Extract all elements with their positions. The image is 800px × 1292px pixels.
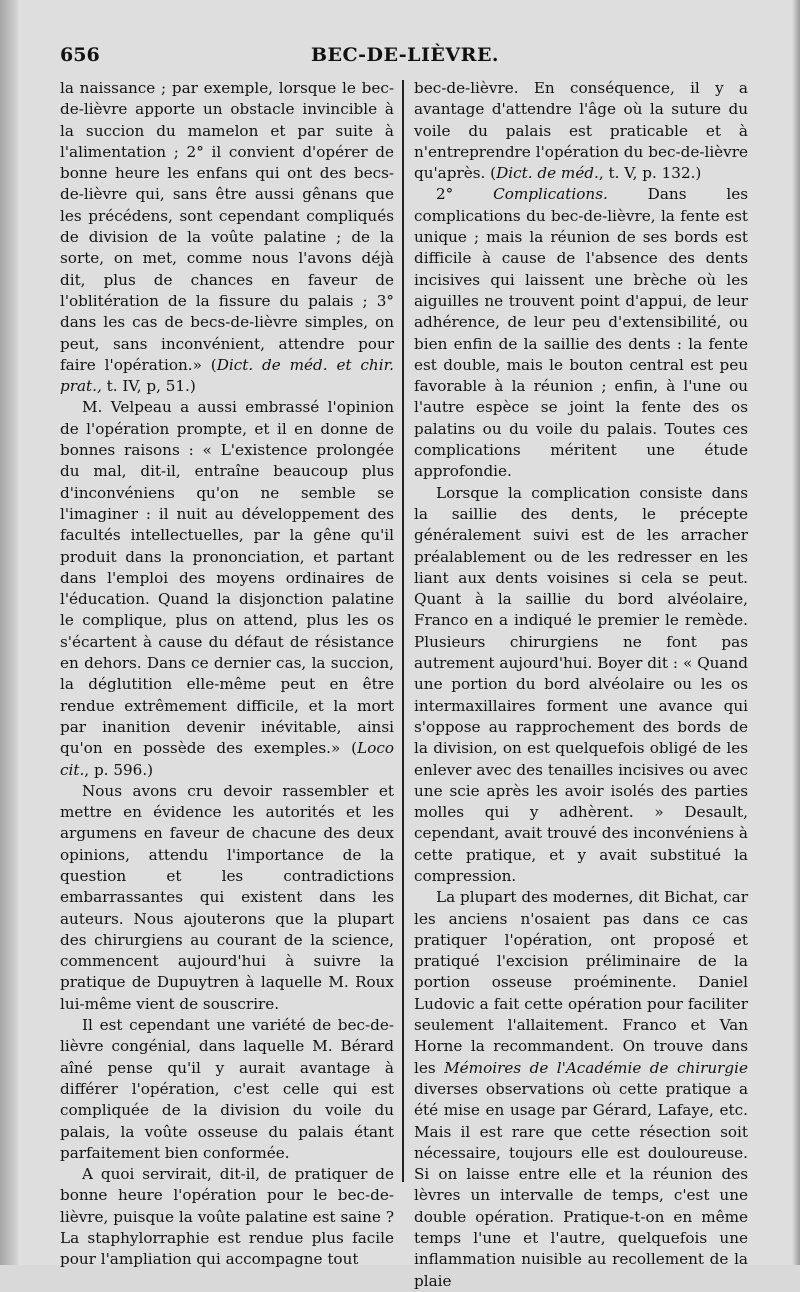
paragraph: Nous avons cru devoir rassembler et mettre en évidence les autorités et les argumens en faveur de chacune des deux opinions, attendu l'importance de la question et les contradictions embarrassantes qui existent dans les auteurs. Nous ajouterons que la plupart des chirurgiens au courant de la science, commencent aujourd'hui à suivre la pratique de Dupuytren à laquelle M. Roux lui-même vient de souscrire. — [60, 781, 394, 1013]
paragraph — [414, 184, 748, 482]
paragraph — [60, 397, 394, 780]
left-column — [60, 78, 394, 1271]
text-run: , p. 596.) — [84, 760, 154, 779]
text-run: La plupart des modernes, dit Bichat, car les anciens n'osaient pas dans ce cas pratiquer l'opération, ont proposé et pratiqué l'excision préliminaire de la portion osseuse proéminente. Daniel Ludovic a fait cette opération pour faciliter seulement l'allaitement. Franco et Van Horne la recommandent. On trouve dans les — [414, 888, 748, 1077]
page-header — [60, 44, 750, 74]
text-run: bec-de-lièvre. En conséquence, il y a avantage d'attendre l'âge où la suture du voile du palais est praticable et à n'entreprendre l'opération du bec-de-lièvre qu'après. ( — [414, 79, 748, 183]
column-divider — [402, 80, 404, 1182]
text-run: la naissance ; par exemple, lorsque le bec-de-lièvre apporte un obstacle invincible à la succion du mamelon et par suite à l'alimentation ; 2° il convient d'opérer de bonne heure les enfans qui ont des becs-de-lièvre qui, sans être aussi gênans que les précédens, sont cependant compliqués de division de la voûte palatine ; de la sorte, on met, comme nous l'avons déjà dit, plus de chances en faveur de l'oblitération de la fissure du palais ; 3° dans les cas de becs-de-lièvre simples, on peut, sans inconvénient, attendre pour faire l'opération.» ( — [60, 79, 394, 374]
text-run: t. IV, p, 51.) — [101, 377, 196, 396]
citation: Dict. de méd. — [496, 164, 599, 183]
text-run: Dans les complications du bec-de-lièvre, la fente est unique ; mais la réunion de ses bords est difficile à cause de l'absence des dents incisives qui laissent une brèche où les aiguilles ne trouvent point d'appui, de leur adhérence, de leur peu d'extensibilité, ou bien enfin de la saillie des dents : la fente est double, mais le bouton central est peu favorable à la réunion ; enfin, à l'une ou l'autre espèce se joint la fente des os palatins ou du voile du palais. Toutes ces complications méritent une étude approfondie. — [414, 185, 748, 481]
running-title: BEC-DE-LIÈVRE. — [310, 44, 500, 66]
citation: Dict. de méd. et chir. prat., — [60, 355, 394, 396]
paragraph — [60, 78, 394, 397]
text-run: diverses observations où cette pratique a été mise en usage par Gérard, Lafaye, etc. Mais il est rare que cette résection soit nécessaire, toujours elle est douloureuse. Si on laisse entre elle et la réunion des lèvres un intervalle de temps, c'est une double opération. Pratique-t-on en même temps l'une et l'autre, quelquefois une inflammation nuisible au recollement de la plaie — [414, 1079, 748, 1290]
text-run: M. Velpeau a aussi embrassé l'opinion de l'opération prompte, et il en donne de bonnes raisons : « L'existence prolongée du mal, dit-il, entraîne beaucoup plus d'inconvéniens qu'on ne semble se l'imaginer : il nuit au développement des facultés intellectuelles, par la gêne qu'il produit dans la prononciation, et partant dans l'emploi des moyens ordinaires de l'éducation. Quand la disjonction palatine le complique, plus on attend, plus les os s'écartent à cause du défaut de résistance en dehors. Dans ce dernier cas, la succion, la déglutition elle-même peut en être rendue extrêmement difficile, et la mort par inanition devenir inévitable, ainsi qu'on en possède des exemples.» ( — [60, 398, 394, 758]
text-columns — [60, 78, 752, 1290]
citation: Loco cit. — [60, 739, 394, 779]
paragraph: Lorsque la complication consiste dans la saillie des dents, le précepte généralement suivi est de les arracher préalablement ou de les redresser en les liant aux dents voisines si cela se peut. Quant à la saillie du bord alvéolaire, Franco en a indiqué le premier le remède. Plusieurs chirurgiens ne font pas autrement aujourd'hui. Boyer dit : « Quand une portion du bord alvéolaire ou les os intermaxillaires forment une avance qui s'oppose au rapprochement des bords de la division, on est quelquefois obligé de les enlever avec des tenailles incisives ou avec une scie après les avoir isolés des parties molles qui y adhèrent. » Desault, cependant, avait trouvé des inconvéniens à cette pratique, et y avait substitué la compression. — [414, 483, 748, 885]
paragraph — [414, 78, 748, 184]
citation: Mémoires de l'Académie de chirurgie — [444, 1058, 748, 1077]
text-run: 2° — [436, 185, 494, 204]
paragraph: Il est cependant une variété de bec-de-lièvre congénial, dans laquelle M. Bérard aîné pense qu'il y aurait avantage à différer l'opération, c'est celle qui est compliquée de la division du voile du palais, la voûte osseuse du palais étant parfaitement bien conformée. — [60, 1016, 394, 1162]
text-run: , t. V, p. 132.) — [598, 164, 702, 183]
paragraph: A quoi servirait, dit-il, de pratiquer de bonne heure l'opération pour le bec-de-lièvre, puisque la voûte palatine est saine ? La staphylorraphie est rendue plus facile pour l'ampliation qui accompagne tout — [60, 1165, 394, 1269]
section-heading: Complications. — [493, 185, 608, 204]
page-number: 656 — [60, 44, 100, 66]
paragraph — [414, 887, 748, 1292]
right-column — [414, 78, 748, 1292]
